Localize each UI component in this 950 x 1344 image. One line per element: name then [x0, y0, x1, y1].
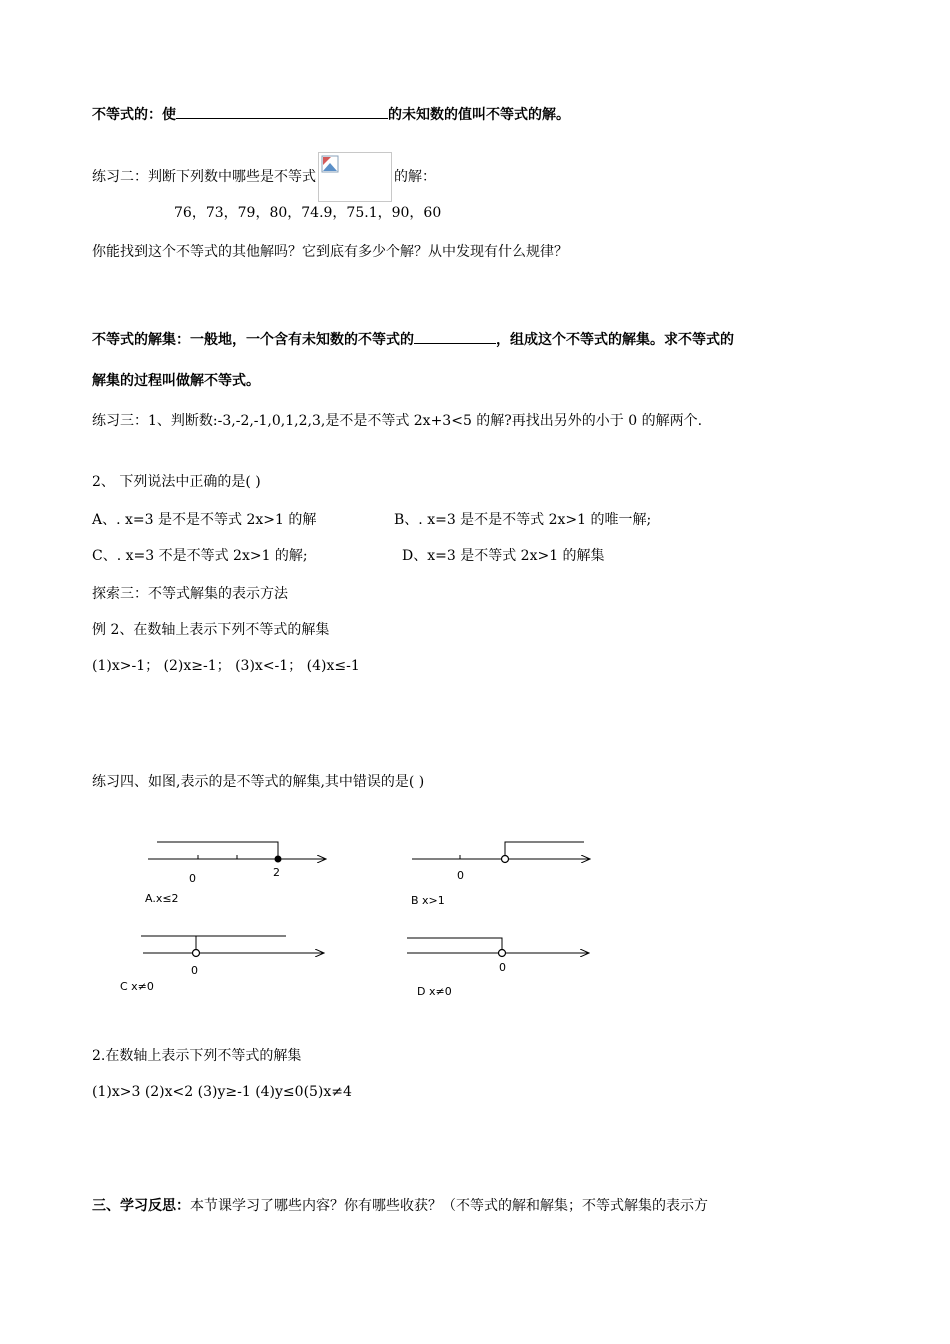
figure-a-number-line: [148, 842, 326, 863]
open-point: [193, 950, 200, 957]
figure-b-caption: B x>1: [411, 894, 445, 907]
exercise4-q2: 2.在数轴上表示下列不等式的解集: [92, 1048, 302, 1064]
option-c: C、. x=3 不是不等式 2x>1 的解;: [92, 548, 308, 564]
figure-b-zero-label: 0: [457, 869, 464, 882]
figure-c-number-line: [141, 936, 324, 957]
reflection-label: 三、学习反思：: [92, 1198, 190, 1214]
exercise2-suffix: 的解：: [394, 169, 436, 185]
solution-set-prefix: 不等式的解集：一般地，一个含有未知数的不等式的: [92, 332, 414, 348]
exercise4-items: (1)x>3 (2)x<2 (3)y≥-1 (4)y≤0(5)x≠4: [92, 1084, 352, 1100]
explore3-title: 探索三：不等式解集的表示方法: [92, 586, 288, 602]
option-a: A、. x=3 是不是不等式 2x>1 的解: [92, 512, 317, 528]
figure-d-zero-label: 0: [499, 961, 506, 974]
reflection: [92, 1196, 708, 1216]
example2-title: 例 2、在数轴上表示下列不等式的解集: [92, 622, 330, 638]
reflection-text: 本节课学习了哪些内容？你有哪些收获？（不等式的解和解集；不等式解集的表示方: [190, 1198, 708, 1214]
exercise3-q1: 练习三：1、判断数:-3,-2,-1,0,1,2,3,是不是不等式 2x+3<5 的解?再找出另外的小于 0 的解两个.: [92, 413, 703, 429]
option-d: D、x=3 是不等式 2x>1 的解集: [402, 548, 605, 564]
figure-d-caption: D x≠0: [417, 985, 452, 998]
figure-c-caption: C x≠0: [120, 980, 154, 993]
exercise3-q2: 2、 下列说法中正确的是( ): [92, 474, 261, 490]
filled-point: [275, 856, 282, 863]
figure-c-zero-label: 0: [191, 964, 198, 977]
exercise4-title: 练习四、如图,表示的是不等式的解集,其中错误的是( ): [92, 774, 425, 790]
example2-items: (1)x>-1； (2)x≥-1； (3)x<-1； (4)x≤-1: [92, 658, 360, 674]
figure-d-number-line: [407, 938, 589, 957]
definition-prefix: 不等式的：使: [92, 107, 176, 123]
option-b: B、. x=3 是不是不等式 2x>1 的唯一解;: [394, 512, 652, 528]
figure-a-two-label: 2: [273, 866, 280, 879]
exercise2-prefix: 练习二：判断下列数中哪些是不等式: [92, 169, 316, 185]
exercise2-numbers: 76，73，79，80，74.9，75.1，90，60: [174, 205, 442, 221]
definition-suffix: 的未知数的值叫不等式的解。: [388, 107, 570, 123]
figure-a-zero-label: 0: [189, 872, 196, 885]
figure-a-caption: A.x≤2: [145, 892, 179, 905]
solution-set-line2: 解集的过程叫做解不等式。: [92, 373, 260, 389]
open-point: [499, 950, 506, 957]
open-point: [502, 856, 509, 863]
exercise2-question: 你能找到这个不等式的其他解吗？它到底有多少个解？从中发现有什么规律？: [92, 244, 568, 260]
figure-b-number-line: [412, 842, 590, 863]
solution-set-suffix: ，组成这个不等式的解集。求不等式的: [496, 332, 734, 348]
